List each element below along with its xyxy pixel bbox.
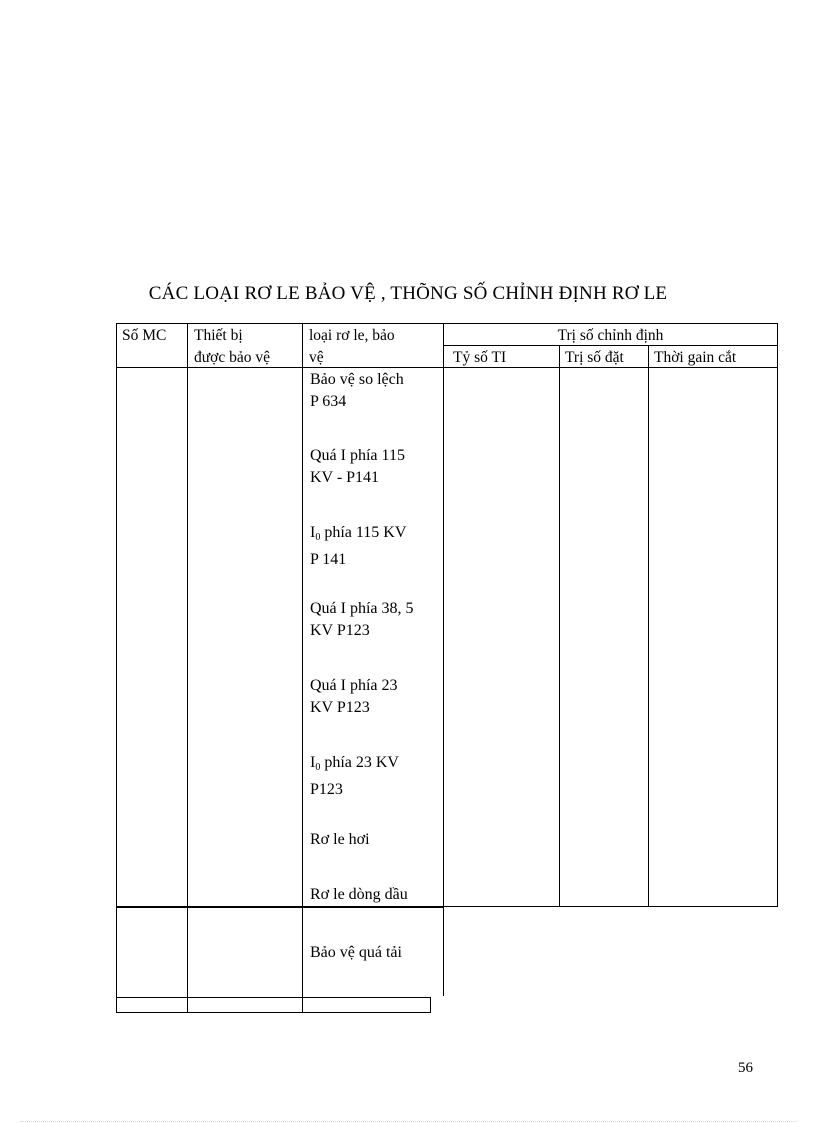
relay-item-ro-le-dong-dau — [310, 884, 408, 906]
footer-row-top — [116, 997, 431, 998]
header-tri-so-dat: Trị số đặt — [565, 349, 624, 366]
relay-symbol: I — [310, 524, 316, 541]
col-border-2 — [187, 323, 188, 1012]
relay-subscript: 0 — [315, 532, 321, 543]
header-loai-ro-le: loại rơ le, bảo — [309, 327, 395, 344]
relay-line: KV P123 — [310, 699, 370, 716]
relay-line: P 634 — [310, 393, 347, 410]
col-border-6 — [648, 345, 649, 906]
header-thiet-bi: Thiết bị — [194, 327, 243, 344]
relay-line: Bảo vệ quá tải — [310, 944, 402, 961]
relay-text: phía 115 KV — [320, 524, 407, 541]
relay-line: P 141 — [310, 551, 347, 568]
col-border-5 — [559, 345, 560, 906]
col-border-4 — [443, 323, 444, 996]
footer-row-bottom — [116, 1012, 431, 1013]
relay-item-so-lech — [310, 369, 404, 413]
table-top-border — [116, 323, 778, 324]
relay-line: P123 — [310, 781, 343, 798]
relay-item-i0-23 — [310, 752, 399, 801]
relay-line: Rơ le dòng dầu — [310, 886, 408, 903]
header-duoc-bao-ve: được bảo vệ — [194, 349, 270, 366]
col-border-left — [116, 323, 117, 1012]
relay-item-qua-i-23 — [310, 675, 398, 719]
header-ve: vệ — [309, 349, 324, 366]
relay-item-qua-i-38-5 — [310, 598, 414, 642]
relay-subscript: 0 — [315, 762, 321, 773]
header-thoi-gian-cat: Thời gain cắt — [654, 349, 737, 366]
relay-text: phía 23 KV — [320, 754, 399, 771]
relay-item-i0-115 — [310, 522, 406, 571]
main-rows-bottom-border — [116, 906, 443, 908]
settings-bottom-border — [443, 906, 778, 907]
footer-divider — [20, 1121, 796, 1122]
relay-line: Quá I phía 115 — [310, 447, 405, 464]
relay-line: Rơ le hơi — [310, 831, 370, 848]
relay-line — [310, 522, 406, 549]
relay-item-qua-tai — [310, 942, 402, 964]
group-header-divider — [443, 345, 778, 346]
relay-symbol: I — [310, 754, 316, 771]
header-bottom-border — [116, 367, 778, 368]
footer-row-right — [430, 997, 431, 1012]
relay-line: Quá I phía 23 — [310, 677, 398, 694]
col-border-right — [777, 323, 778, 907]
page-title: CÁC LOẠI RƠ LE BẢO VỆ , THÕNG SỐ CHỈNH ĐỊNH RƠ LE — [148, 283, 668, 304]
relay-item-qua-i-115 — [310, 445, 405, 489]
relay-line: Quá I phía 38, 5 — [310, 600, 414, 617]
col-border-3 — [302, 323, 303, 1012]
relay-line: Bảo vệ so lệch — [310, 371, 404, 388]
header-so-mc: Số MC — [122, 327, 167, 344]
page-number: 56 — [738, 1060, 753, 1076]
relay-item-ro-le-hoi — [310, 829, 370, 851]
relay-line: KV P123 — [310, 622, 370, 639]
header-tri-so-chinh-dinh: Trị số chỉnh định — [557, 327, 664, 344]
relay-line — [310, 752, 399, 779]
relay-line: KV - P141 — [310, 469, 380, 486]
header-ty-so-ti: Tỷ số TI — [453, 349, 507, 366]
